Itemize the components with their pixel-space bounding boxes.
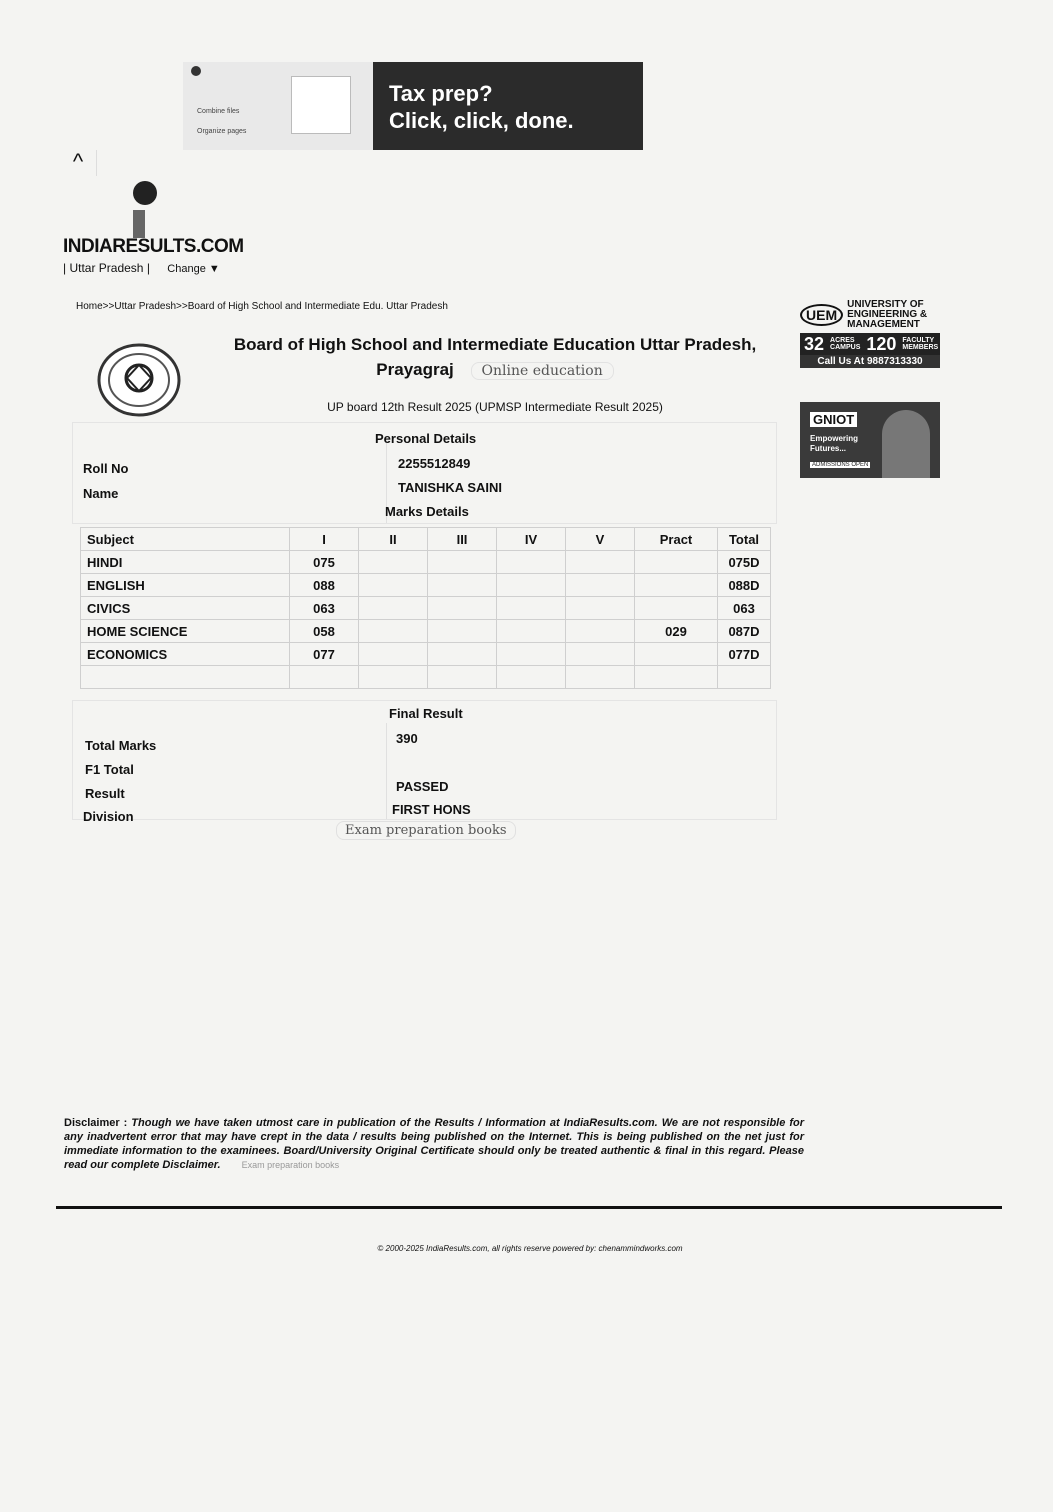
- division-label: Division: [83, 809, 134, 824]
- table-row: [81, 597, 771, 620]
- ad-avatar-icon: [191, 66, 201, 76]
- marks-cell: [635, 643, 718, 666]
- state-label: | Uttar Pradesh |: [63, 261, 150, 275]
- marks-cell: [566, 551, 635, 574]
- disclaimer-heading: Disclaimer :: [64, 1117, 128, 1129]
- board-title-line1: Board of High School and Intermediate Education Uttar Pradesh,: [233, 335, 757, 354]
- marks-cell: [428, 666, 497, 689]
- uem-name-line: MANAGEMENT: [847, 319, 920, 330]
- collapse-caret-icon[interactable]: ^: [60, 150, 97, 176]
- marks-cell: [635, 551, 718, 574]
- result-heading: UP board 12th Result 2025 (UPMSP Intermediate Result 2025): [327, 400, 663, 414]
- division-value: FIRST HONS: [392, 802, 471, 817]
- marks-cell: [566, 597, 635, 620]
- col-header-subject: Subject: [81, 528, 290, 551]
- roll-no-value: 2255512849: [398, 456, 471, 471]
- disclaimer-link[interactable]: Exam preparation books: [241, 1160, 340, 1170]
- marks-cell: [428, 597, 497, 620]
- uem-badge: UEM: [800, 304, 843, 326]
- col-header-i: I: [290, 528, 359, 551]
- col-header-ii: II: [359, 528, 428, 551]
- table-row: [81, 643, 771, 666]
- uem-name-line: ENGINEERING &: [847, 309, 928, 320]
- total-cell: 087D: [718, 620, 771, 643]
- marks-cell: [359, 551, 428, 574]
- f1-total-label: F1 Total: [85, 762, 134, 777]
- final-result-title: Final Result: [389, 706, 463, 721]
- total-marks-value: 390: [396, 731, 418, 746]
- change-state-link[interactable]: Change ▼: [167, 263, 220, 275]
- ad-copy: [373, 62, 574, 150]
- indiaresults-logo-icon: [128, 180, 162, 238]
- col-header-iv: IV: [497, 528, 566, 551]
- state-selector: [63, 261, 220, 275]
- table-row: [81, 666, 771, 689]
- subject-cell: ENGLISH: [81, 574, 290, 597]
- final-result-box: [72, 700, 777, 824]
- personal-details-title: Personal Details: [375, 431, 477, 446]
- result-value: PASSED: [396, 779, 449, 794]
- marks-cell: 088: [290, 574, 359, 597]
- marks-cell: [497, 620, 566, 643]
- marks-cell: [359, 620, 428, 643]
- uem-stat-acres-label: ACRES CAMPUS: [830, 337, 861, 351]
- total-cell: 063: [718, 597, 771, 620]
- marks-cell: [359, 597, 428, 620]
- marks-cell: [497, 643, 566, 666]
- marks-cell: [497, 551, 566, 574]
- marks-cell: [635, 597, 718, 620]
- disclaimer-text: Though we have taken utmost care in publication of the Results / Information at IndiaResults.com. We are not responsible for any inadvertent error that may have crept in the data / results being published on the Internet. This is being published on the net just for immediate information to the examinees. Board/University Original Certificate should only be treated authentic & final in this regard. Please read our complete Disclaimer.: [64, 1117, 804, 1171]
- gniot-tagline: Empowering Futures...: [810, 434, 859, 453]
- marks-cell: [566, 620, 635, 643]
- marks-cell: [290, 666, 359, 689]
- gniot-name: GNIOT: [810, 412, 857, 427]
- ad-subheadline: Click, click, done.: [389, 108, 574, 133]
- board-title-line2: Prayagraj: [376, 360, 454, 379]
- gniot-person-image: [882, 410, 930, 478]
- uem-ad[interactable]: [800, 300, 940, 380]
- uem-stat-faculty: 120: [866, 333, 897, 354]
- roll-no-label: Roll No: [83, 461, 129, 476]
- ad-document-preview: [291, 76, 351, 134]
- marks-cell: 075: [290, 551, 359, 574]
- result-label: Result: [85, 786, 125, 801]
- marks-cell: [359, 643, 428, 666]
- ad-screenshot: [183, 62, 373, 150]
- uem-name-line: UNIVERSITY OF: [847, 299, 924, 310]
- column-divider: [386, 723, 387, 819]
- exam-preparation-books-link[interactable]: Exam preparation books: [336, 821, 516, 840]
- marks-cell: 058: [290, 620, 359, 643]
- marks-details-title: Marks Details: [385, 504, 469, 519]
- disclaimer: [64, 1116, 804, 1172]
- uem-call: Call Us At 9887313330: [800, 355, 940, 368]
- subject-cell: CIVICS: [81, 597, 290, 620]
- marks-cell: [428, 643, 497, 666]
- table-row: [81, 620, 771, 643]
- total-cell: 075D: [718, 551, 771, 574]
- col-header-iii: III: [428, 528, 497, 551]
- top-ad-banner[interactable]: [183, 62, 643, 150]
- marks-cell: [428, 551, 497, 574]
- name-label: Name: [83, 486, 119, 501]
- subject-cell: HINDI: [81, 551, 290, 574]
- ad-thumb-item: Combine files: [197, 108, 240, 115]
- marks-cell: [359, 666, 428, 689]
- marks-cell: 063: [290, 597, 359, 620]
- table-row: [81, 551, 771, 574]
- board-title: [200, 332, 790, 384]
- board-seal-icon: [97, 343, 181, 417]
- marks-cell: 029: [635, 620, 718, 643]
- gniot-ad[interactable]: [800, 402, 940, 478]
- marks-cell: [497, 574, 566, 597]
- online-education-link[interactable]: Online education: [471, 362, 614, 380]
- marks-cell: [497, 666, 566, 689]
- marks-cell: [566, 666, 635, 689]
- marks-cell: [428, 620, 497, 643]
- marks-cell: [359, 574, 428, 597]
- personal-details-box: [72, 422, 777, 524]
- marks-cell: [635, 574, 718, 597]
- site-logo[interactable]: INDIARESULTS.COM: [63, 236, 244, 257]
- name-value: TANISHKA SAINI: [398, 480, 502, 495]
- total-cell: 088D: [718, 574, 771, 597]
- marks-cell: [497, 597, 566, 620]
- total-marks-label: Total Marks: [85, 738, 157, 753]
- breadcrumb[interactable]: Home>>Uttar Pradesh>>Board of High School and Intermediate Edu. Uttar Pradesh: [76, 301, 448, 312]
- subject-cell: [81, 666, 290, 689]
- footer-divider: [56, 1206, 1002, 1209]
- marks-cell: [635, 666, 718, 689]
- ad-headline: Tax prep?: [389, 81, 493, 106]
- table-row: [81, 574, 771, 597]
- uem-brand: [800, 300, 940, 330]
- marks-cell: [566, 574, 635, 597]
- ad-thumb-item: Organize pages: [197, 128, 247, 135]
- marks-cell: 077: [290, 643, 359, 666]
- copyright: © 2000-2025 IndiaResults.com, all rights reserve powered by: chenammindworks.com: [377, 1244, 683, 1253]
- marks-cell: [566, 643, 635, 666]
- uem-stats: [800, 333, 940, 355]
- uem-stat-faculty-label: FACULTY MEMBERS: [902, 337, 939, 351]
- marks-cell: [428, 574, 497, 597]
- subject-cell: HOME SCIENCE: [81, 620, 290, 643]
- col-header-v: V: [566, 528, 635, 551]
- total-cell: [718, 666, 771, 689]
- subject-cell: ECONOMICS: [81, 643, 290, 666]
- col-header-pract: Pract: [635, 528, 718, 551]
- uem-stat-acres: 32: [804, 333, 825, 354]
- marks-header-row: [81, 528, 771, 551]
- marks-table: [80, 527, 771, 689]
- gniot-admissions: ADMISSIONS OPEN: [812, 462, 869, 468]
- total-cell: 077D: [718, 643, 771, 666]
- col-header-total: Total: [718, 528, 771, 551]
- uem-name: [847, 300, 927, 330]
